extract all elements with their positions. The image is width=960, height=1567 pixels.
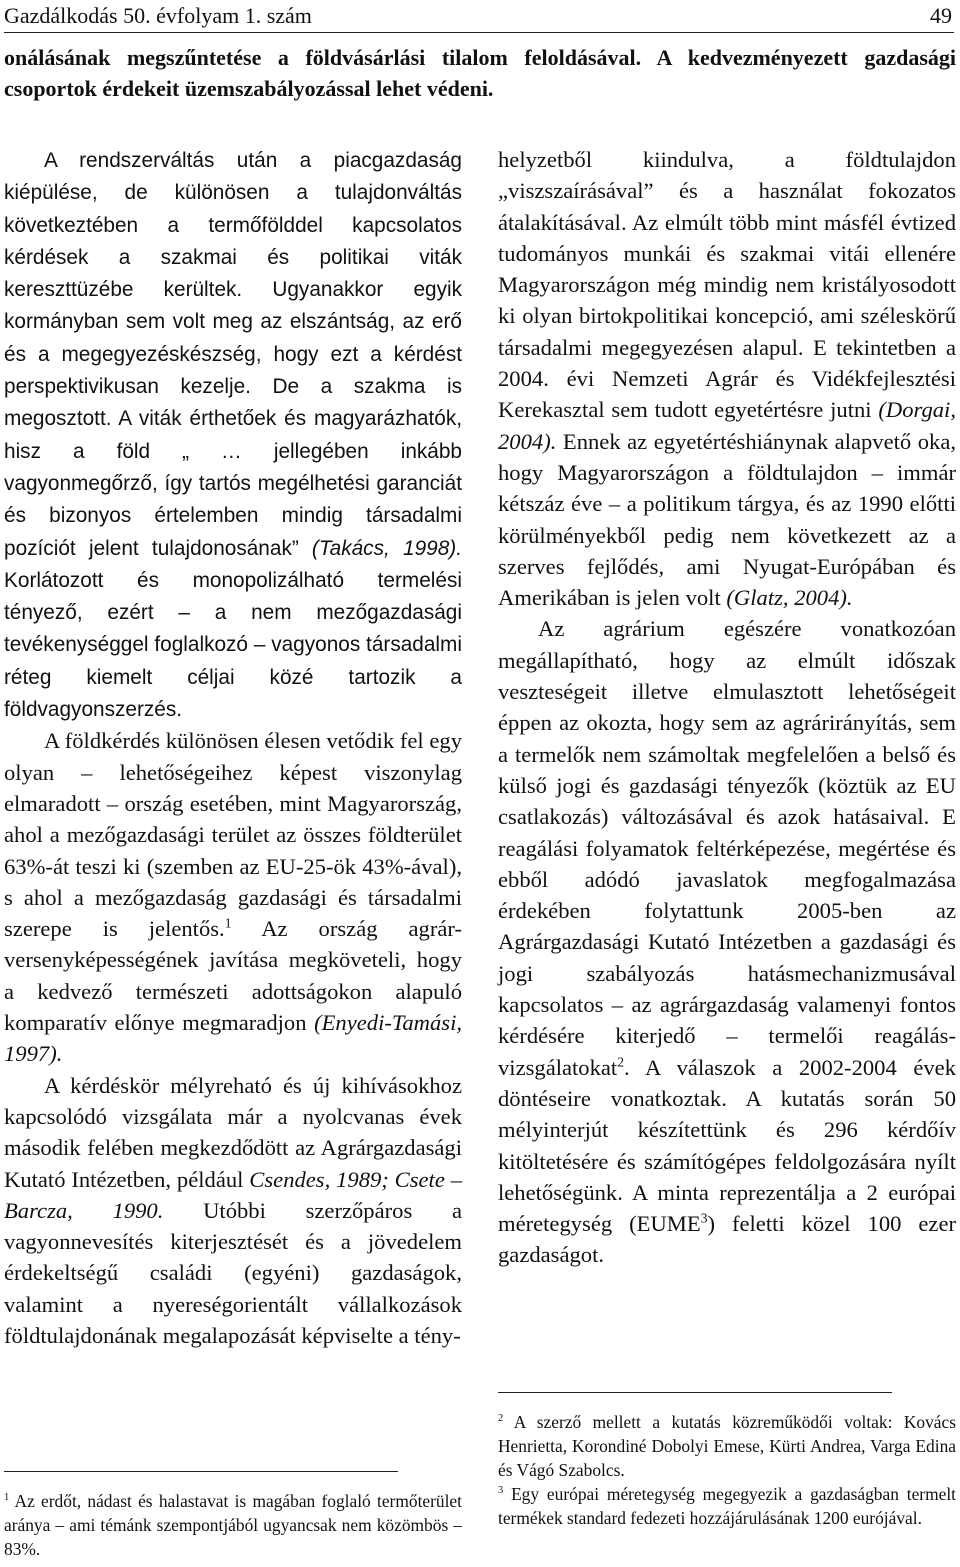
intro-paragraph: onálásának megszűntetése a földvásárlási tilalom feloldásával. A kedvezményezett gazdasági csoportok érdekeit üzemszabályozással lehet védeni.	[4, 45, 956, 101]
left-p1-text-b: Korlátozott és monopolizálható termelési tényező, ezért – a nem mezőgazdasági tevékenységgel foglalkozó – vagyonos társadalmi réteg kiemelt céljai közé tartozik a földvagyonszerzés.	[4, 568, 462, 722]
footnote-ref-2[interactable]: 2	[617, 1054, 624, 1070]
page-header	[4, 2, 954, 33]
left-p2-text-b: Az ország agrár-versenyképességének javítása megköveteli, hogy a kedvező természeti adottságokon alapuló komparatív előnye megmaradjon	[4, 916, 462, 1036]
left-p3-text-b: Utóbbi szerzőpáros a vagyonnevesítés kiterjesztését és a jövedelem érdekeltségű családi (egyéni) gazdaságok, valamint a nyereségorientált vállalkozások földtulajdonának megalapozását képviselte a tény-	[4, 1197, 462, 1348]
left-p2-text: A földkérdés különösen élesen vetődik fel egy olyan – lehetőségeihez képest viszonylag elmaradott – ország esetében, mint Magyarország, ahol a mezőgazdasági terület az összes földterület 63%-át teszi ki (szemben az EU-25-ök 43%-ával), s ahol a mezőgazdaság gazdasági és társadalmi szerepe is jelentős.	[4, 728, 462, 942]
right-paragraph-2	[498, 613, 956, 1270]
left-paragraph-2	[4, 725, 462, 1069]
right-p2-text-b: . A válaszok a 2002-2004 évek döntéseire vonatkoztak. A kutatás során 50 mélyinterjút készítettünk és 296 kérdőív kitöltetésére és számítógépes feldolgozására nyílt lehetőségünk. A minta reprezentálja a 2 európai méretegység (EUME	[498, 1054, 956, 1237]
citation-glatz: (Glatz, 2004).	[726, 585, 853, 611]
left-column	[4, 144, 462, 1351]
left-p1-text: A rendszerváltás után a piacgazdaság kiépülése, de különösen a tulajdonváltás következtében a termőfölddel kapcsolatos kérdések a szakmai és politikai viták kereszttüzébe kerültek. Ugyanakkor egyik kormányban sem volt meg az elszántság, az erő és a megegyezéskészség, hogy ezt a kérdést perspektivikusan kezelje. De a szakma is megosztott. A viták érthetőek és magyarázhatók, hisz a föld „ … jellegében inkább vagyonmegőrző, így tartós megélhetési garanciát és bizonyos értelemben mindig társadalmi pozíciót jelent tulajdonosának”	[4, 149, 462, 560]
footnote-3-text: Egy európai méretegység megegyezik a gazdaságban termelt termékek standard fedezeti hozzájárulásának 1200 eurójával.	[498, 1484, 956, 1528]
right-p1-text: helyzetből kiindulva, a földtulajdon „viszszaírásával” és a használat fokozatos átalakításával. Az elmúlt több mint másfél évtized tudományos munkái és szakmai vitái ellenére Magyarországon még mindig nem kristályosodott ki olyan birtokpolitikai koncepció, ami széleskörű társadalmi megegyezésen alapul. E tekintetben a 2004. évi Nemzeti Agrár és Vidékfejlesztési Kerekasztal sem tudott egyetértésre jutni	[498, 147, 956, 423]
footnote-ref-1[interactable]: 1	[224, 915, 232, 931]
footnotes-right	[498, 1410, 956, 1530]
footnote-2-number: 2	[498, 1413, 504, 1425]
right-column	[498, 144, 956, 1271]
footnote-1	[4, 1489, 462, 1561]
footnote-3	[498, 1482, 956, 1530]
citation-takacs: (Takács, 1998).	[311, 536, 462, 560]
left-paragraph-3	[4, 1070, 462, 1352]
journal-title: Gazdálkodás 50. évfolyam 1. szám	[4, 3, 312, 28]
right-p1-text-b: Ennek az egyetértéshiánynak alapvető oka, hogy Magyarországon a földtulajdon – immár kétszáz éve – a politikum tárgya, és az 1990 előtti körülményekből pedig nem következett az a szerves fejlődés, ami Nyugat-Európában és Amerikában is jelen volt	[498, 428, 956, 611]
footnote-divider-right	[498, 1392, 892, 1393]
page-number: 49	[930, 3, 952, 28]
footnote-ref-3[interactable]: 3	[700, 1210, 708, 1226]
footnote-3-number: 3	[498, 1485, 504, 1497]
right-p2-text-c: ) feletti közel 100 ezer gazdaságot.	[498, 1211, 957, 1268]
left-p3-text: A kérdéskör mélyreható és új kihívásokhoz kapcsolódó vizsgálata már a nyolcvanas évek második felében megkezdődött az Agrárgazdasági Kutató Intézetben, például	[4, 1072, 462, 1192]
left-paragraph-1	[4, 144, 462, 725]
citation-csendes: Csendes, 1989; Csete – Barcza, 1990.	[4, 1166, 463, 1223]
citation-enyedi: (Enyedi-Tamási, 1997).	[4, 1010, 463, 1067]
footnote-1-text: Az erdőt, nádast és halastavat is magában foglaló termőterület aránya – ami témánk szempontjából ugyancsak nem közömbös – 83%.	[4, 1491, 462, 1559]
citation-dorgai: (Dorgai, 2004).	[498, 397, 956, 454]
footnote-divider-left	[4, 1471, 398, 1472]
footnote-2-text: A szerző mellett a kutatás közreműködői voltak: Kovács Henrietta, Korondiné Dobolyi Emese, Kürti Andrea, Varga Edina és Vágó Szabolcs.	[498, 1412, 956, 1480]
footnote-1-number: 1	[4, 1492, 10, 1504]
footnote-2	[498, 1410, 956, 1482]
right-p2-text: Az agrárium egészére vonatkozóan megállapítható, hogy az elmúlt időszak veszteségeit illetve elmulasztott lehetőségeit éppen az okozta, hogy sem az agrárirányítás, sem a termelők nem számoltak megfelelően a belső és külső jogi és gazdasági tényezők (köztük az EU csatlakozás) változásával és azok hatásaival. E reagálási folyamatok feltérképezése, megértése és ebből adódó javaslatok megfogalmazása érdekében folytattunk 2005-ben az Agrárgazdasági Kutató Intézetben a gazdasági és jogi szabályozás hatásmechanizmusával kapcsolatos – az agrárgazdaság valamenyi fontos kérdésére kiterjedő – termelői reagálás-vizsgálatokat	[498, 616, 956, 1080]
right-paragraph-1	[498, 144, 956, 613]
